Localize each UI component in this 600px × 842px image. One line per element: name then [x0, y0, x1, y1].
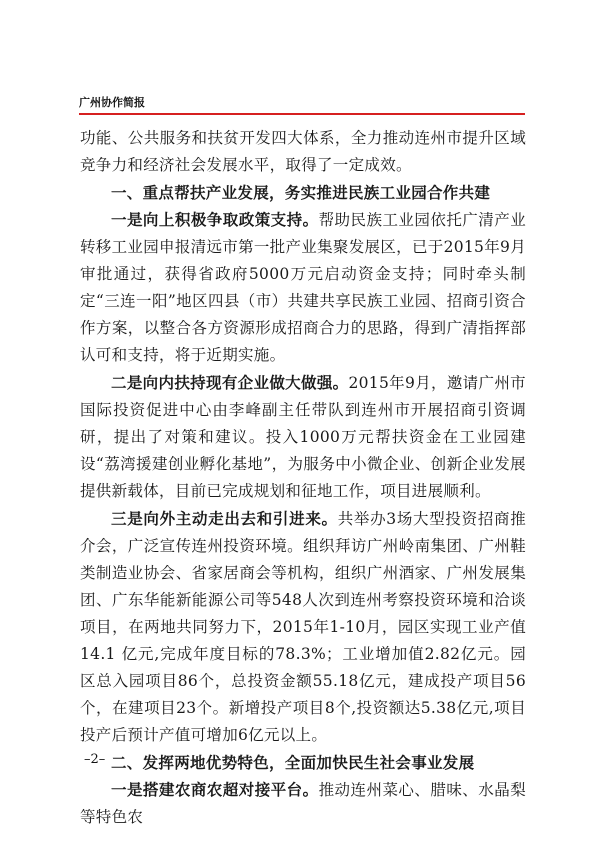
paragraph-investment-promotion	[80, 505, 526, 749]
paragraph-text: 功能、公共服务和扶贫开发四大体系，全力推动连州市提升区域竞争力和经济社会发展水平，取得了一定成效。	[80, 129, 526, 174]
paragraph-text: 推动连州菜心、腊味、水晶梨等特色农	[80, 781, 527, 826]
header-title: 广州协作简报	[79, 96, 145, 109]
paragraph-lead: 二是向内扶持现有企业做大做强。	[111, 373, 349, 392]
paragraph-text: 2015年9月，邀请广州市国际投资促进中心由李峰副主任带队到连州市开展招商引资调研，提出了对策和建议。投入1000万元帮扶资金在工业园建设“荔湾援建创业孵化基地”，为服务中小微企业、创新企业发展提供新载体，目前已完成规划和征地工作，项目进展顺利。	[80, 374, 526, 500]
paragraph-enterprise-support	[80, 369, 526, 505]
paragraph-lead: 三是向外主动走出去和引进来。	[111, 509, 338, 528]
paragraph-continued	[80, 125, 526, 179]
page-number: –2–	[84, 752, 106, 767]
document-header	[79, 96, 525, 110]
section-heading-2: 二、发挥两地优势特色，全面加快民生社会事业发展	[111, 753, 475, 772]
header-rule	[79, 113, 525, 115]
paragraph-policy-support	[80, 206, 526, 369]
paragraph-lead: 一是搭建农商农超对接平台。	[111, 780, 319, 799]
paragraph-lead: 一是向上积极争取政策支持。	[111, 210, 319, 229]
paragraph-text: 帮助民族工业园依托广清产业转移工业园申报清远市第一批产业集聚发展区，已于2015年9月审批通过，获得省政府5000万元启动资金支持；同时牵头制定“三连一阳”地区四县（市）共建共享民族工业园、招商引资合作方案，以整合各方资源形成招商合力的思路，得到广清指挥部认可和支持，将于近期实施。	[80, 211, 527, 364]
paragraph-text: 共举办3场大型投资招商推介会，广泛宣传连州投资环境。组织拜访广州岭南集团、广州鞋类制造业协会、省家居商会等机构，组织广州酒家、广州发展集团、广东华能新能源公司等548人次到连州考察投资环境和洽谈项目，在两地共同努力下，2015年1-10月，园区实现工业产值14.1 亿元,完成年度目标的78.3%；工业增加值2.82亿元。园区总入园项目86个，总投资金额55.18亿元，建成投产项目56个，在建项目23个。新增投产项目8个,投资额达5.38亿元,项目投产后预计产值可增加6亿元以上。	[80, 510, 527, 744]
section-heading-1: 一、重点帮扶产业发展，务实推进民族工业园合作共建	[111, 183, 491, 202]
document-body	[80, 125, 526, 831]
paragraph-agri-platform	[80, 776, 526, 831]
